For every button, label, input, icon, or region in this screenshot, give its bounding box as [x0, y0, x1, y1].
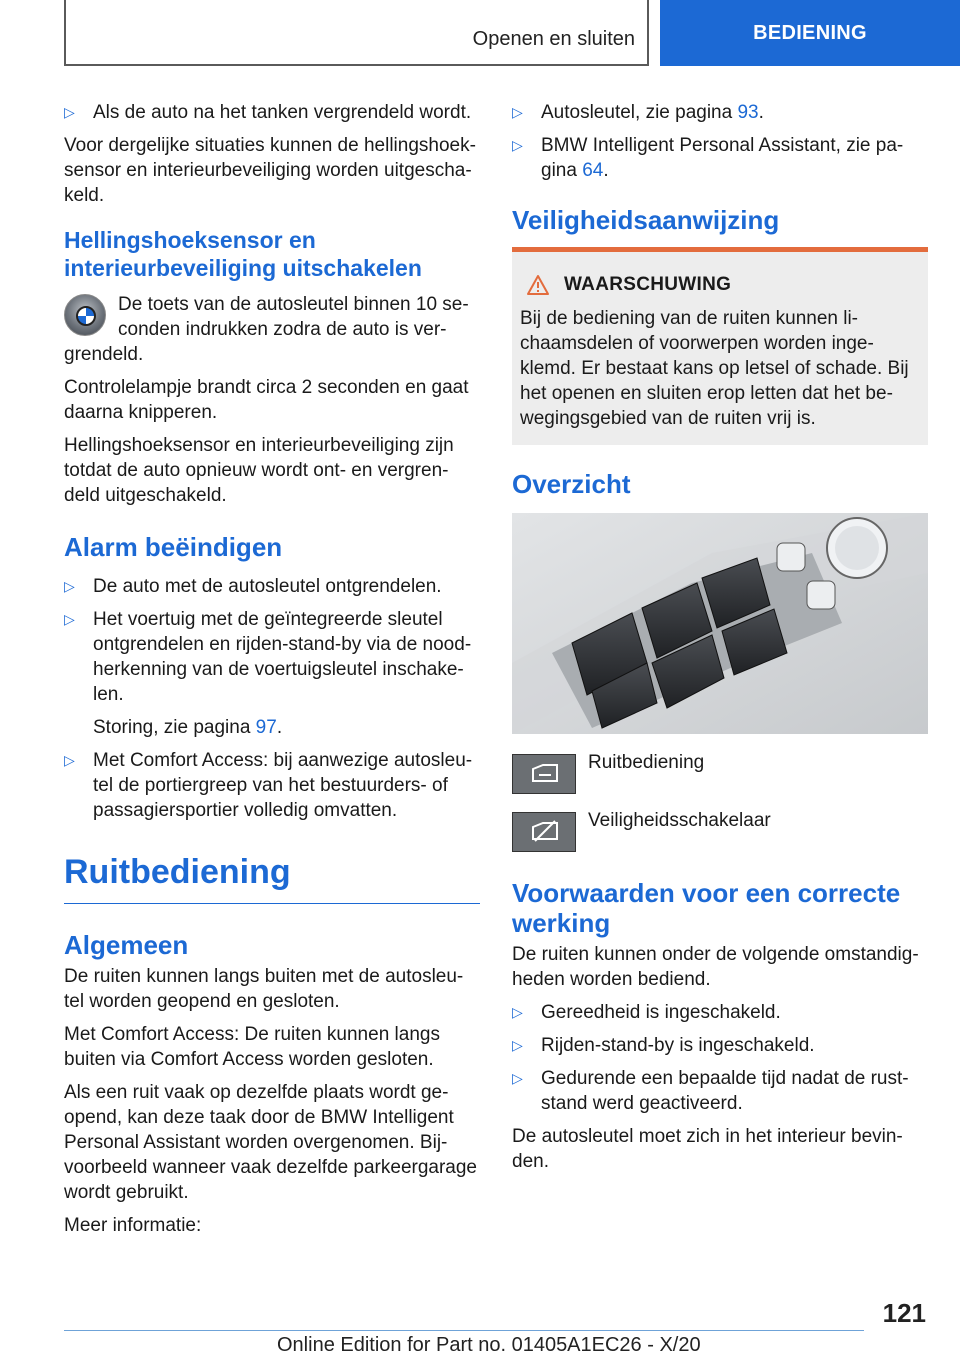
- safety-switch-icon: [512, 812, 576, 852]
- page-number: 121: [882, 1298, 926, 1328]
- page-link-93[interactable]: 93: [737, 102, 759, 123]
- section-heading-veiligheid: Veiligheidsaanwijzing: [512, 205, 780, 235]
- paragraph: Met Comfort Access: De ruiten kunnen langs buiten via Comfort Access worden gesloten.: [64, 1024, 440, 1070]
- bullet-icon: ▷: [64, 752, 75, 768]
- header-divider-right: [647, 0, 649, 66]
- list-item: ▷ BMW Intelligent Personal Assistant, zie pa-gina 64.: [512, 135, 904, 181]
- bullet-icon: ▷: [64, 611, 75, 627]
- section-heading-alarm: Alarm beëindigen: [64, 532, 283, 562]
- header-rule: [64, 64, 649, 66]
- bullet-icon: ▷: [64, 578, 75, 594]
- paragraph: De autosleutel moet zich in het interieur bevin-den.: [512, 1126, 903, 1172]
- list-item: ▷ Het voertuig met de geïntegreerde sleutel ontgrendelen en rijden-stand-by via de nood-herkenning van de voertuigsleutel inschake-len.: [64, 609, 472, 705]
- warning-title: WAARSCHUWING: [520, 274, 920, 296]
- right-column: [512, 100, 928, 1182]
- section-heading-overzicht: Overzicht: [512, 469, 631, 499]
- bullet-icon: ▷: [512, 104, 523, 120]
- list-item: ▷ Als de auto na het tanken vergrendeld wordt.: [64, 102, 472, 123]
- list-item: ▷ Gereedheid is ingeschakeld.: [512, 1002, 781, 1023]
- paragraph: De ruiten kunnen onder de volgende omstandig-heden worden bediend.: [512, 944, 919, 990]
- warning-triangle-icon: [526, 274, 550, 296]
- left-column: [64, 100, 480, 1246]
- warning-box: [512, 247, 928, 445]
- list-item: ▷ Met Comfort Access: bij aanwezige autosleu-tel de portiergreep van het bestuurders- of passagiersportier volledig omvatten.: [64, 750, 473, 821]
- page-link-97[interactable]: 97: [255, 717, 277, 738]
- paragraph: De ruiten kunnen langs buiten met de autosleu-tel worden geopend en gesloten.: [64, 966, 464, 1012]
- section-heading-voorwaarden: Voorwaarden voor een correcte werking: [512, 878, 901, 938]
- footer-edition: Online Edition for Part no. 01405A1EC26 - X/20: [277, 1334, 701, 1356]
- bullet-icon: ▷: [512, 137, 523, 153]
- legend-label: Veiligheidsschakelaar: [588, 810, 771, 831]
- list-item: ▷ Gedurende een bepaalde tijd nadat de rust-stand werd geactiveerd.: [512, 1068, 909, 1114]
- legend-row: [512, 754, 928, 794]
- warning-text: Bij de bediening van de ruiten kunnen li-chaamsdelen of voorwerpen worden inge-klemd. Er bestaat kans op letsel of schade. Bij het openen en sluiten erop letten dat het be-wegingsgebied van de ruiten vrij is.: [520, 308, 909, 429]
- legend-row: [512, 812, 928, 852]
- list-item: ▷ Rijden-stand-by is ingeschakeld.: [512, 1035, 815, 1056]
- window-switch-icon: [512, 754, 576, 794]
- header-section-title: Openen en sluiten: [472, 28, 635, 50]
- cross-reference: Storing, zie pagina 97.: [93, 717, 283, 738]
- paragraph: Controlelampje brandt circa 2 seconden en gaat daarna knipperen.: [64, 377, 469, 423]
- bullet-icon: ▷: [512, 1070, 523, 1086]
- paragraph: Hellingshoeksensor en interieurbeveiliging zijn totdat de auto opnieuw wordt ont- en vergren-deld uitgeschakeld.: [64, 435, 454, 506]
- list-item: ▷ De auto met de autosleutel ontgrendelen.: [64, 576, 442, 597]
- car-key-button-icon: [64, 294, 106, 336]
- header-chapter-tab[interactable]: BEDIENING: [660, 0, 960, 66]
- header-divider-left: [64, 0, 66, 66]
- legend-label: Ruitbediening: [588, 752, 705, 773]
- bullet-icon: ▷: [512, 1037, 523, 1053]
- chapter-heading-ruitbediening: Ruitbediening: [64, 851, 480, 904]
- paragraph: Voor dergelijke situaties kunnen de hellingshoek-sensor en interieurbeveiliging worden uitgescha-keld.: [64, 135, 476, 206]
- key-instruction: De toets van de autosleutel binnen 10 se-conden indrukken zodra de auto is ver-grendeld.: [64, 294, 469, 365]
- footer-rule: [64, 1330, 864, 1331]
- paragraph: Als een ruit vaak op dezelfde plaats wordt ge-opend, kan deze taak door de BMW Intelligent Personal Assistant worden overgenomen. Bij-voorbeeld wanneer vaak dezelfde parkeergarage wordt gebruikt.: [64, 1082, 477, 1203]
- bullet-icon: ▷: [512, 1004, 523, 1020]
- section-heading-algemeen: Algemeen: [64, 930, 189, 960]
- bullet-icon: ▷: [64, 104, 75, 120]
- page-link-64[interactable]: 64: [582, 160, 604, 181]
- section-heading-hellingshoeksensor: Hellingshoeksensor en interieurbeveiliging uitschakelen: [64, 227, 422, 281]
- list-item: ▷ Autosleutel, zie pagina 93.: [512, 102, 764, 123]
- paragraph: Meer informatie:: [64, 1215, 202, 1236]
- window-switch-panel-image: [512, 513, 928, 734]
